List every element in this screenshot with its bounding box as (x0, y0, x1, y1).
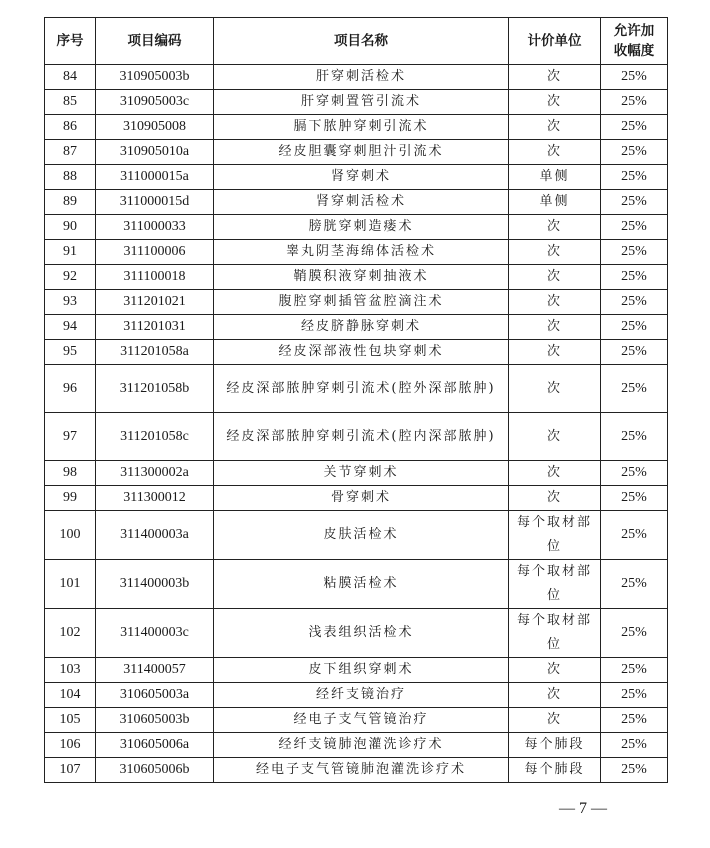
header-row (45, 18, 668, 65)
cell-code: 311400003c (96, 609, 214, 658)
cell-name: 经皮深部脓肿穿刺引流术(腔内深部脓肿) (214, 413, 509, 461)
cell-name: 经纤支镜肺泡灌洗诊疗术 (214, 733, 509, 758)
cell-rate: 25% (601, 511, 668, 560)
cell-seq: 102 (45, 609, 96, 658)
table-row (45, 240, 668, 265)
price-table (44, 17, 668, 783)
cell-code: 310605003b (96, 708, 214, 733)
cell-code: 310905003c (96, 90, 214, 115)
cell-seq: 99 (45, 486, 96, 511)
cell-rate: 25% (601, 609, 668, 658)
cell-rate: 25% (601, 733, 668, 758)
cell-code: 310605006a (96, 733, 214, 758)
cell-seq: 96 (45, 365, 96, 413)
table-row (45, 290, 668, 315)
cell-name: 经电子支气管镜治疗 (214, 708, 509, 733)
cell-seq: 86 (45, 115, 96, 140)
cell-code: 311201021 (96, 290, 214, 315)
cell-code: 310905003b (96, 65, 214, 90)
cell-code: 311300002a (96, 461, 214, 486)
cell-unit: 每个肺段 (509, 733, 601, 758)
cell-seq: 98 (45, 461, 96, 486)
cell-seq: 94 (45, 315, 96, 340)
cell-code: 311300012 (96, 486, 214, 511)
cell-seq: 91 (45, 240, 96, 265)
table-row (45, 140, 668, 165)
cell-seq: 84 (45, 65, 96, 90)
table-row (45, 683, 668, 708)
cell-rate: 25% (601, 140, 668, 165)
header-unit: 计价单位 (509, 18, 601, 65)
cell-name: 经皮胆囊穿刺胆汁引流术 (214, 140, 509, 165)
cell-rate: 25% (601, 658, 668, 683)
cell-name: 皮下组织穿刺术 (214, 658, 509, 683)
cell-seq: 105 (45, 708, 96, 733)
cell-unit: 单侧 (509, 190, 601, 215)
cell-unit: 每个取材部位 (509, 609, 601, 658)
cell-rate: 25% (601, 486, 668, 511)
cell-code: 310905008 (96, 115, 214, 140)
cell-seq: 107 (45, 758, 96, 783)
cell-rate: 25% (601, 560, 668, 609)
table-row (45, 560, 668, 609)
cell-seq: 92 (45, 265, 96, 290)
cell-name: 骨穿刺术 (214, 486, 509, 511)
table-row (45, 340, 668, 365)
cell-name: 膀胱穿刺造瘘术 (214, 215, 509, 240)
cell-code: 310605003a (96, 683, 214, 708)
header-rate-line1: 允许加 (613, 23, 655, 39)
cell-seq: 97 (45, 413, 96, 461)
table-row (45, 733, 668, 758)
cell-seq: 104 (45, 683, 96, 708)
cell-name: 经皮脐静脉穿刺术 (214, 315, 509, 340)
header-rate-line2: 收幅度 (613, 43, 655, 59)
cell-unit: 次 (509, 708, 601, 733)
cell-name: 肾穿刺术 (214, 165, 509, 190)
cell-unit: 每个肺段 (509, 758, 601, 783)
cell-rate: 25% (601, 413, 668, 461)
table-row (45, 413, 668, 461)
cell-name: 肝穿刺置管引流术 (214, 90, 509, 115)
table-row (45, 758, 668, 783)
cell-name: 关节穿刺术 (214, 461, 509, 486)
cell-code: 311100018 (96, 265, 214, 290)
cell-rate: 25% (601, 240, 668, 265)
cell-unit: 次 (509, 290, 601, 315)
table-row (45, 265, 668, 290)
table-row (45, 115, 668, 140)
cell-name: 粘膜活检术 (214, 560, 509, 609)
cell-unit: 次 (509, 140, 601, 165)
cell-seq: 101 (45, 560, 96, 609)
header-seq: 序号 (45, 18, 96, 65)
cell-code: 311201031 (96, 315, 214, 340)
cell-name: 腹腔穿刺插管盆腔滴注术 (214, 290, 509, 315)
cell-unit: 次 (509, 240, 601, 265)
cell-unit: 每个取材部位 (509, 560, 601, 609)
table-row (45, 190, 668, 215)
cell-name: 经电子支气管镜肺泡灌洗诊疗术 (214, 758, 509, 783)
cell-unit: 每个取材部位 (509, 511, 601, 560)
cell-code: 311400057 (96, 658, 214, 683)
cell-unit: 次 (509, 658, 601, 683)
cell-code: 311201058a (96, 340, 214, 365)
cell-code: 311000033 (96, 215, 214, 240)
cell-rate: 25% (601, 758, 668, 783)
cell-name: 膈下脓肿穿刺引流术 (214, 115, 509, 140)
cell-name: 肾穿刺活检术 (214, 190, 509, 215)
cell-code: 311100006 (96, 240, 214, 265)
table-row (45, 708, 668, 733)
cell-rate: 25% (601, 461, 668, 486)
cell-rate: 25% (601, 315, 668, 340)
table-row (45, 609, 668, 658)
cell-seq: 103 (45, 658, 96, 683)
cell-rate: 25% (601, 165, 668, 190)
cell-name: 鞘膜积液穿刺抽液术 (214, 265, 509, 290)
cell-name: 肝穿刺活检术 (214, 65, 509, 90)
cell-unit: 单侧 (509, 165, 601, 190)
cell-seq: 90 (45, 215, 96, 240)
cell-seq: 106 (45, 733, 96, 758)
header-rate (601, 18, 668, 65)
cell-rate: 25% (601, 265, 668, 290)
cell-seq: 93 (45, 290, 96, 315)
cell-unit: 次 (509, 413, 601, 461)
cell-code: 311400003a (96, 511, 214, 560)
cell-name: 经纤支镜治疗 (214, 683, 509, 708)
cell-code: 311000015a (96, 165, 214, 190)
cell-unit: 次 (509, 340, 601, 365)
cell-code: 311000015d (96, 190, 214, 215)
cell-seq: 100 (45, 511, 96, 560)
cell-rate: 25% (601, 65, 668, 90)
page-number: — 7 — (559, 800, 607, 817)
cell-rate: 25% (601, 115, 668, 140)
table-row (45, 165, 668, 190)
cell-seq: 88 (45, 165, 96, 190)
cell-unit: 次 (509, 315, 601, 340)
cell-code: 311400003b (96, 560, 214, 609)
cell-rate: 25% (601, 290, 668, 315)
cell-unit: 次 (509, 115, 601, 140)
cell-rate: 25% (601, 340, 668, 365)
cell-name: 睾丸阴茎海绵体活检术 (214, 240, 509, 265)
cell-unit: 次 (509, 90, 601, 115)
table-row (45, 215, 668, 240)
cell-code: 311201058c (96, 413, 214, 461)
cell-unit: 次 (509, 365, 601, 413)
cell-unit: 次 (509, 461, 601, 486)
cell-seq: 95 (45, 340, 96, 365)
cell-name: 皮肤活检术 (214, 511, 509, 560)
table-row (45, 461, 668, 486)
cell-name: 浅表组织活检术 (214, 609, 509, 658)
cell-code: 310605006b (96, 758, 214, 783)
table-body (45, 65, 668, 783)
cell-rate: 25% (601, 708, 668, 733)
cell-rate: 25% (601, 683, 668, 708)
cell-seq: 85 (45, 90, 96, 115)
table-row (45, 486, 668, 511)
cell-name: 经皮深部液性包块穿刺术 (214, 340, 509, 365)
cell-rate: 25% (601, 365, 668, 413)
table-row (45, 658, 668, 683)
header-code: 项目编码 (96, 18, 214, 65)
table-row (45, 90, 668, 115)
cell-seq: 89 (45, 190, 96, 215)
header-name: 项目名称 (214, 18, 509, 65)
cell-rate: 25% (601, 90, 668, 115)
cell-rate: 25% (601, 190, 668, 215)
table-row (45, 65, 668, 90)
cell-name: 经皮深部脓肿穿刺引流术(腔外深部脓肿) (214, 365, 509, 413)
table-row (45, 365, 668, 413)
cell-unit: 次 (509, 486, 601, 511)
cell-code: 311201058b (96, 365, 214, 413)
table-row (45, 315, 668, 340)
cell-rate: 25% (601, 215, 668, 240)
cell-unit: 次 (509, 683, 601, 708)
cell-seq: 87 (45, 140, 96, 165)
cell-unit: 次 (509, 265, 601, 290)
table-row (45, 511, 668, 560)
cell-code: 310905010a (96, 140, 214, 165)
cell-unit: 次 (509, 65, 601, 90)
cell-unit: 次 (509, 215, 601, 240)
